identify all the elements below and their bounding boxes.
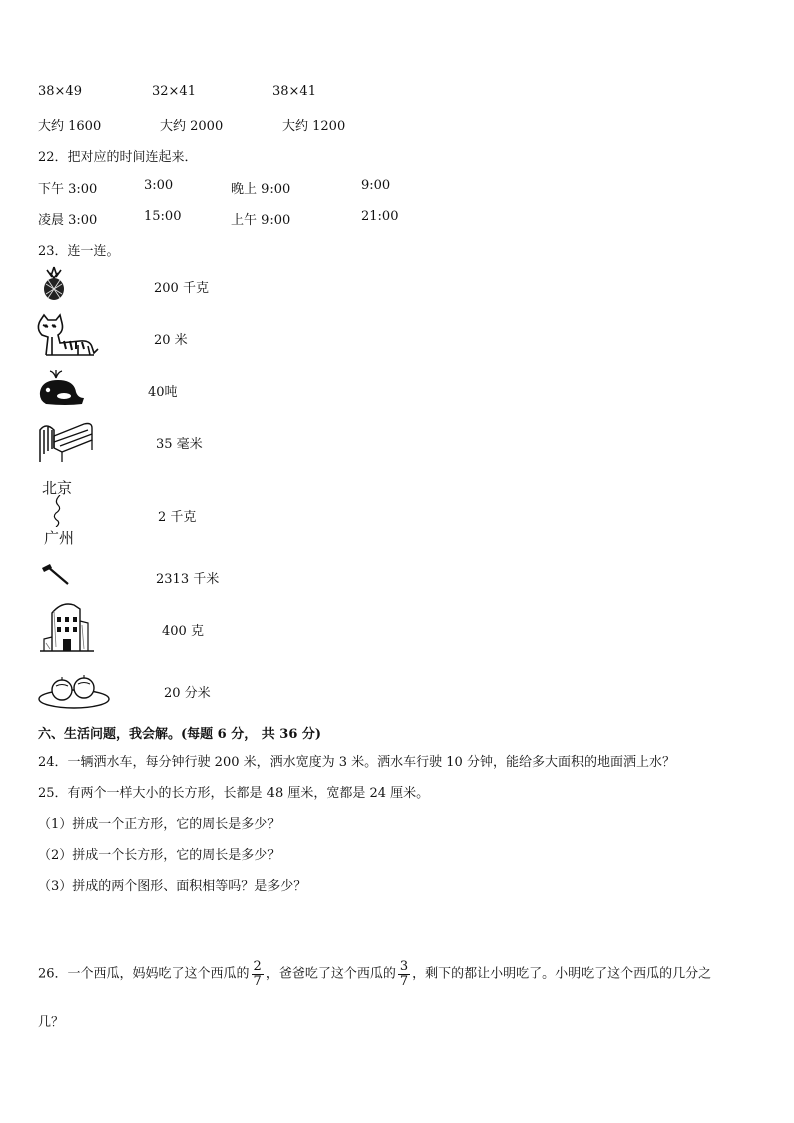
fraction-numerator: 2 [253,959,262,974]
building-icon [38,599,96,653]
q22-time-b2: 15:00 [144,209,182,224]
q23-value-6: 2313 千米 [156,572,220,587]
q26-part-1: 26．一个西瓜，妈妈吃了这个西瓜的 [38,966,250,982]
q23-value-1: 200 千克 [154,281,209,296]
estimate-3: 大约 1200 [282,119,346,134]
q25-sub-1: （1）拼成一个正方形，它的周长是多少？ [38,817,281,832]
product-3: 38×41 [272,84,316,99]
map-label-guangzhou: 广州 [44,529,75,547]
q22-time-a2: 凌晨 3:00 [38,213,98,228]
q22-time-d1: 9:00 [361,178,391,193]
q22-title: 22．把对应的时间连起来． [38,150,198,165]
estimate-1: 大约 1600 [38,119,102,134]
q26-part-4: 几？ [38,1015,65,1030]
q25-text: 25．有两个一样大小的长方形，长都是 48 厘米，宽都是 24 厘米。 [38,786,430,801]
q22-time-a1: 下午 3:00 [38,182,98,197]
q23-value-5: 2 千克 [158,510,197,525]
fraction-denominator: 7 [253,973,262,989]
q26-part-2: ，爸爸吃了这个西瓜的 [265,966,396,982]
q23-value-3: 40吨 [148,385,178,400]
fruit-plate-icon [36,671,112,711]
q24-text: 24．一辆洒水车，每分钟行驶 200 米，洒水宽度为 3 米。洒水车行驶 10 分钟，能给多大面积的地面洒上水？ [38,755,675,770]
q23-value-7: 400 克 [162,624,204,639]
map-route-icon [40,477,84,547]
product-1: 38×49 [38,84,82,99]
bed-icon [36,418,94,464]
q22-time-b1: 3:00 [144,178,174,193]
q23-value-2: 20 米 [154,333,188,348]
q26-part-3: ，剩下的都让小明吃了。小明吃了这个西瓜的几分之 [412,966,712,982]
q22-time-c2: 上午 9:00 [231,213,291,228]
pineapple-icon [36,265,72,301]
q23-value-4: 35 毫米 [156,437,203,452]
q22-time-d2: 21:00 [361,209,399,224]
fraction-three-sevenths [398,960,410,988]
nail-icon [40,562,72,588]
fraction-denominator: 7 [399,973,409,989]
q23-title: 23．连一连。 [38,244,120,259]
fraction-two-sevenths [252,960,264,988]
estimate-2: 大约 2000 [160,119,224,134]
q25-sub-2: （2）拼成一个长方形，它的周长是多少？ [38,848,281,863]
q23-value-8: 20 分米 [164,686,211,701]
q26-line-1 [38,960,711,988]
q22-time-c1: 晚上 9:00 [231,182,291,197]
q25-sub-3: （3）拼成的两个图形、面积相等吗？是多少？ [38,879,307,894]
fraction-numerator: 3 [399,959,409,974]
whale-icon [36,368,86,408]
section-6-title: 六、生活问题，我会解。(每题 6 分， 共 36 分) [38,727,322,742]
product-2: 32×41 [152,84,196,99]
tiger-icon [34,313,100,359]
map-label-beijing: 北京 [42,479,73,497]
